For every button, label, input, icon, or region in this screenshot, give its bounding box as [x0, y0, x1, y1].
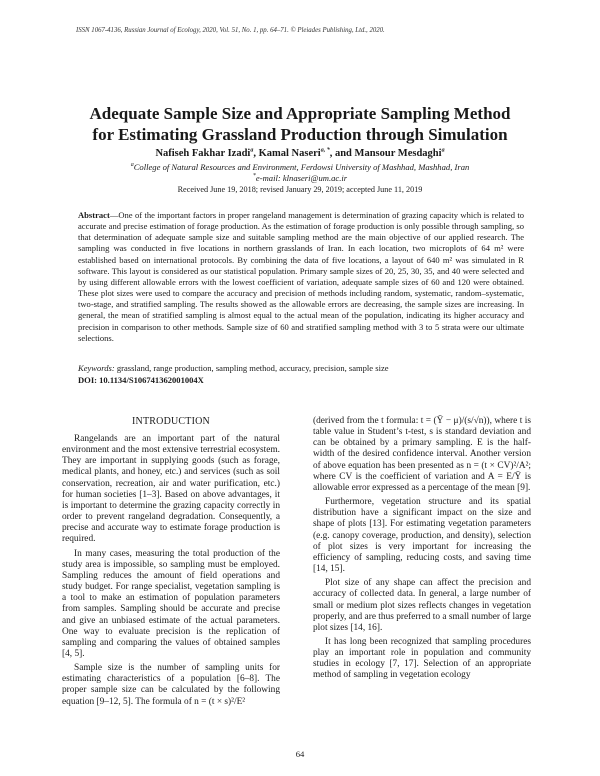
affiliation	[40, 162, 560, 173]
email-text: e-mail: klnaseri@um.ac.ir	[255, 173, 348, 183]
author-1-mark: a	[250, 147, 254, 154]
author-2: Kamal Naseri	[258, 148, 321, 159]
affiliation-mark: a	[130, 162, 134, 169]
paragraph: Plot size of any shape can affect the precision and accuracy of collected data. In general, a large number of small or medium plot sizes reflects changes in vegetation properly, and are thus preferred to a small number of large plot sizes [14, 16].	[313, 578, 531, 633]
abstract-text: —One of the important factors in proper rangeland management is determination of grazing capacity which is related to accurate and precise estimation of forage production. As the estimation of forage production is only possible through sampling, so that determination of adequate sample size and suitable sampling method are the main objective of our applied research. The sampling was conducted in five locations in northern grasslands of Iran. In each location, two microplots of 64 m² were established based on international protocols. By combining the data of five locations, a layout of 640 m² was simulated in R software. This layout is considered as our statistical population. Primary sample sizes of 20, 25, 30, 35, and 40 were selected and by using different allowable errors with the lowest coefficient of variation, adequate sample sizes of 60 and 120 were obtained. These plot sizes were used to compare the accuracy and precision of methods including random, systematic, random–systematic, two-stage, and stratified sampling. The results showed as the allowable errors are decreasing, the sample sizes are increasing. In general, the mean of stratified sampling is almost equal to the actual mean of the population, indicating its higher accuracy and precision in comparison to other methods. Sample size of 60 and stratified sampling method with 3 to 5 strata were our ultimate selections.	[78, 210, 524, 343]
abstract-label: Abstract	[78, 210, 110, 220]
body-column-left	[62, 416, 280, 711]
page-number: 64	[295, 749, 305, 759]
author-2-mark: a, *	[320, 147, 330, 154]
doi	[78, 375, 204, 385]
keywords-text: grassland, range production, sampling method, accuracy, precision, sample size	[114, 363, 389, 373]
keywords	[78, 363, 524, 373]
paragraph: Furthermore, vegetation structure and its spatial distribution have a significant impact on the size and shape of plots [13]. For estimating vegetation parameters (e.g. canopy coverage, production, and density), selection of plot sizes is very important for increasing the efficiency of sampling, reducing costs, and saving time [14, 15].	[313, 497, 531, 575]
paragraph: It has long been recognized that sampling procedures play an important role in population and community studies in ecology [7, 17]. Selection of an appropriate method of sampling in vegetation ecology	[313, 636, 531, 681]
doi-label: DOI:	[78, 375, 97, 385]
title-line-2: for Estimating Grassland Production through Simulation	[92, 125, 508, 144]
paragraph: In many cases, measuring the total production of the study area is impossible, so sampling must be employed. Sampling reduces the amount of field operations and study budget. For range specialist, vegetation sampling is a tool to make an estimation of population parameters from samples. Sampling should be accurate and precise and give an unbiased estimate of the actual parameters. One way to evaluate precision is the replication of sampling and comparing the values of obtained samples [4, 5].	[62, 548, 280, 659]
keywords-label: Keywords:	[78, 363, 115, 373]
article-title	[40, 103, 560, 145]
paragraph: (derived from the t formula: t = (Ȳ − μ)/(s/√n)), where t is table value in Student’s t-test, s is standard deviation and can be obtained by a primary sampling. E is the half-width of the desired confidence interval. Another version of above equation has been presented as n = (t × CV)²/A²; where CV is the coefficient of variation and A = E/Ȳ is allowable error expressed as a percentage of the mean [9].	[313, 416, 531, 493]
section-heading-introduction: INTRODUCTION	[132, 416, 210, 427]
author-list: Nafiseh Fakhar Izadi$^a$, Kamal Naseri$^{a, *}$, and Mansour Mesdaghi$^a$	[155, 147, 445, 159]
paragraph: Sample size is the number of sampling units for estimating characteristics of a population [6–8]. The proper sample size can be calculated by the following equation [9–12, 5]. The formula of n = (t × s)²/E²	[62, 663, 280, 707]
author-3-mark: a	[441, 147, 445, 154]
author-3: Mansour Mesdaghi	[354, 148, 442, 159]
doi-text: 10.1134/S106741362001004X	[97, 375, 204, 385]
affiliation-text: College of Natural Resources and Environment, Ferdowsi University of Mashhad, Mashhad, Iran	[133, 162, 470, 172]
title-line-1: Adequate Sample Size and Appropriate Sampling Method	[89, 104, 511, 123]
received-dates: Received June 19, 2018; revised January 29, 2019; accepted June 11, 2019	[177, 185, 423, 194]
abstract	[78, 210, 524, 344]
corresponding-email	[40, 173, 560, 183]
author-conjunction: , and	[329, 148, 352, 159]
body-column-right	[313, 416, 531, 685]
journal-header: ISSN 1067-4136, Russian Journal of Ecology, 2020, Vol. 51, No. 1, pp. 64–71. © Pleiades Publishing, Ltd., 2020.	[76, 27, 385, 34]
paragraph: Rangelands are an important part of the natural environment and the most extensive terrestrial ecosystem. They are important in supplying goods (such as forage, medical plants, and honey, etc.) and services (such as soil conservation, recreation, air and water purification, etc.) for human societies [1–3]. Based on above advantages, it is important to determine the grazing capacity correctly in order to prevent rangeland degradation. Consequently, a precise and accurate way to estimate forage production is required.	[62, 434, 280, 545]
email-mark: *	[252, 173, 256, 180]
author-1: Nafiseh Fakhar Izadi	[155, 148, 251, 159]
